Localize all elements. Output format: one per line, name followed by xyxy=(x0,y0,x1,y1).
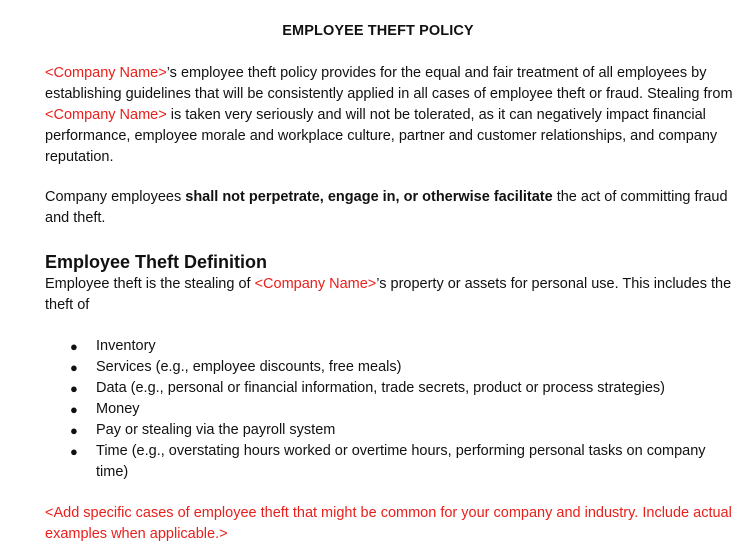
list-item xyxy=(0,336,750,357)
bullet-icon: ● xyxy=(70,423,78,438)
instruction-note: <Add specific cases of employee theft that might be common for your company and industry. Include actual examples when applicable.> xyxy=(45,505,732,542)
bullet-icon: ● xyxy=(70,444,78,459)
bullet-icon: ● xyxy=(70,402,78,417)
definition-text-after: ’s property or assets for personal use. This includes the theft of xyxy=(45,276,732,313)
list-item-text: Services (e.g., employee discounts, free meals) xyxy=(96,359,402,375)
bullet-icon: ● xyxy=(70,339,78,354)
conduct-text-before: Company employees xyxy=(45,189,186,205)
definition-text-before: Employee theft is the stealing of xyxy=(45,276,255,292)
theft-types-list xyxy=(0,336,750,483)
company-name-placeholder: <Company Name> xyxy=(45,107,167,123)
list-item-text: Inventory xyxy=(96,338,156,354)
list-item-text: Pay or stealing via the payroll system xyxy=(96,422,336,438)
conduct-text-bold: shall not perpetrate, engage in, or otherwise facilitate xyxy=(185,189,553,205)
list-item xyxy=(0,357,750,378)
intro-text-2: is taken very seriously and will not be tolerated, as it can negatively impact financial performance, employee morale and workplace culture, partner and customer relationships, and company reputation. xyxy=(45,107,718,165)
list-item-text: Money xyxy=(96,401,140,417)
bullet-icon: ● xyxy=(70,360,78,375)
definition-paragraph xyxy=(45,274,745,316)
list-item xyxy=(0,399,750,420)
list-item-text: Time (e.g., overstating hours worked or overtime hours, performing personal tasks on company time) xyxy=(96,443,706,480)
document-title: EMPLOYEE THEFT POLICY xyxy=(282,23,474,39)
company-name-placeholder: <Company Name> xyxy=(45,65,167,81)
list-item-text: Data (e.g., personal or financial information, trade secrets, product or process strategies) xyxy=(96,380,665,396)
conduct-paragraph xyxy=(45,187,745,229)
section-heading-definition: Employee Theft Definition xyxy=(45,252,268,272)
intro-paragraph xyxy=(45,63,745,168)
list-item xyxy=(0,378,750,399)
company-name-placeholder: <Company Name> xyxy=(254,276,377,292)
list-item xyxy=(0,420,750,441)
conduct-text-after: the act of committing fraud and theft. xyxy=(45,189,728,226)
bullet-icon: ● xyxy=(70,381,78,396)
list-item xyxy=(0,441,750,483)
intro-text-1: ’s employee theft policy provides for the equal and fair treatment of all employees by establishing guidelines that will be consistently applied in all cases of employee theft or fraud. Stealing from xyxy=(45,65,733,102)
